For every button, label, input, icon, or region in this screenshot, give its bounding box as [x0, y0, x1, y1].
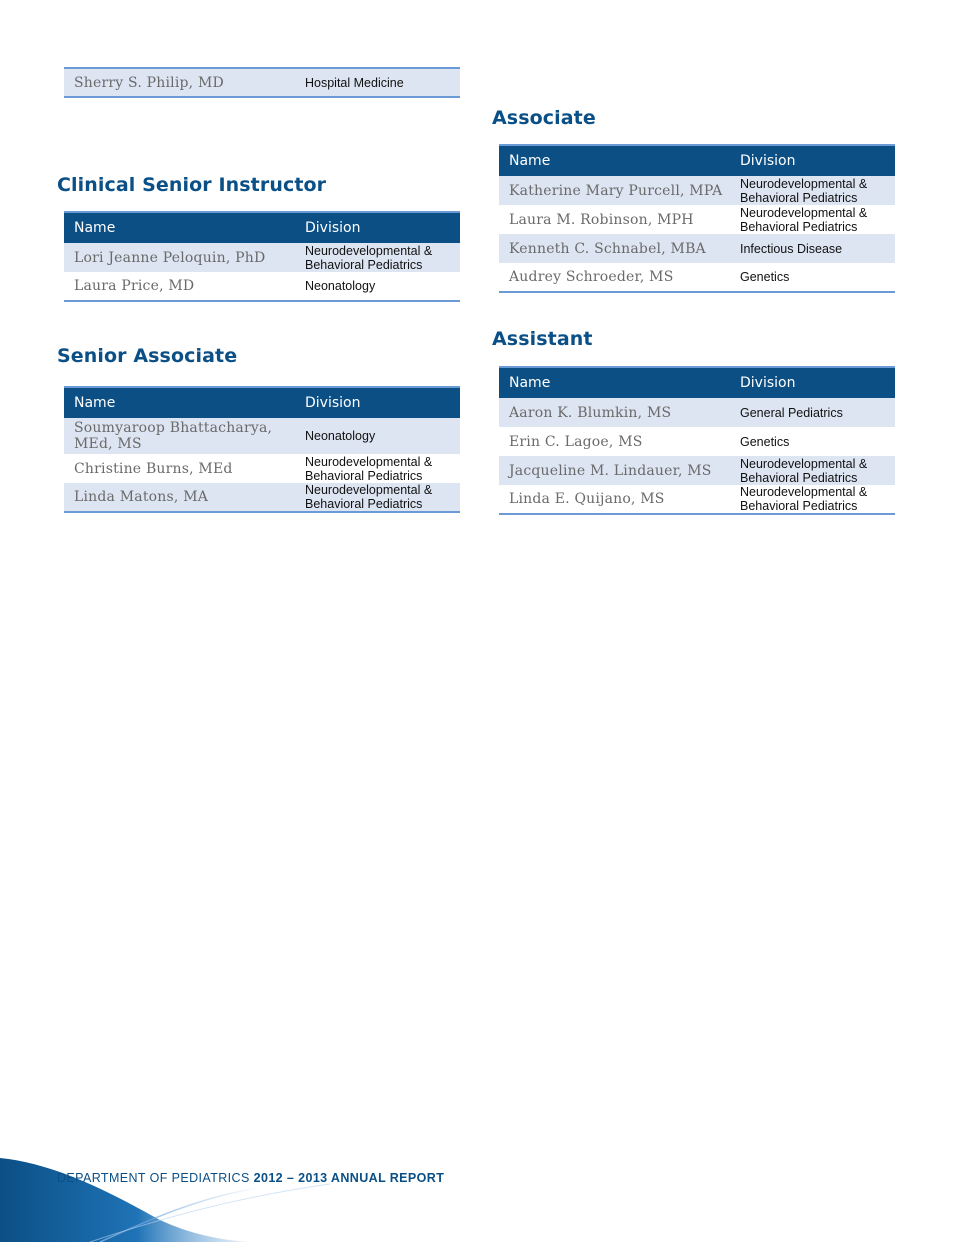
- section-title-senior-associate: Senior Associate: [57, 345, 238, 367]
- staff-name: Christine Burns, MEd: [64, 454, 295, 483]
- section-title-assistant: Assistant: [492, 328, 593, 350]
- clinical-senior-instructor-table: [64, 211, 460, 302]
- staff-name: Audrey Schroeder, MS: [499, 263, 730, 292]
- table-row: [64, 483, 460, 512]
- column-header-division: Division: [295, 212, 460, 243]
- column-header-division: Division: [730, 145, 895, 176]
- staff-name: Linda Matons, MA: [64, 483, 295, 512]
- column-header-division: Division: [730, 367, 895, 398]
- staff-division: Neurodevelopmental & Behavioral Pediatrics: [730, 485, 895, 514]
- continued-staff-table: [64, 67, 460, 98]
- section-title-associate: Associate: [492, 107, 596, 129]
- staff-name: Jacqueline M. Lindauer, MS: [499, 456, 730, 485]
- staff-division: Neonatology: [295, 418, 460, 454]
- staff-division: Neurodevelopmental & Behavioral Pediatrics: [730, 205, 895, 234]
- staff-division: Neonatology: [295, 272, 460, 301]
- staff-division: Hospital Medicine: [295, 68, 460, 97]
- staff-name: Lori Jeanne Peloquin, PhD: [64, 243, 295, 272]
- table-row: [64, 243, 460, 272]
- table-row: [499, 427, 895, 456]
- column-header-name: Name: [499, 145, 730, 176]
- footer-report: 2012 – 2013 ANNUAL REPORT: [253, 1171, 445, 1185]
- staff-name: Linda E. Quijano, MS: [499, 485, 730, 514]
- column-header-name: Name: [64, 387, 295, 418]
- staff-name: Katherine Mary Purcell, MPA: [499, 176, 730, 205]
- table-row: [499, 398, 895, 427]
- staff-name: Laura Price, MD: [64, 272, 295, 301]
- staff-name: Aaron K. Blumkin, MS: [499, 398, 730, 427]
- staff-name: Laura M. Robinson, MPH: [499, 205, 730, 234]
- table-row: [64, 272, 460, 301]
- staff-name: Kenneth C. Schnabel, MBA: [499, 234, 730, 263]
- swoosh-graphic: [0, 1150, 480, 1242]
- table-row: [499, 205, 895, 234]
- footer-department: DEPARTMENT OF PEDIATRICS: [57, 1171, 250, 1185]
- associate-table: [499, 144, 895, 293]
- staff-name: Erin C. Lagoe, MS: [499, 427, 730, 456]
- table-row: [499, 234, 895, 263]
- table-row: [64, 418, 460, 454]
- staff-division: Neurodevelopmental & Behavioral Pediatrics: [295, 454, 460, 483]
- staff-name: Soumyaroop Bhattacharya, MEd, MS: [64, 418, 295, 454]
- staff-division: General Pediatrics: [730, 398, 895, 427]
- section-title-clinical-senior-instructor: Clinical Senior Instructor: [57, 174, 327, 196]
- staff-division: Infectious Disease: [730, 234, 895, 263]
- staff-division: Genetics: [730, 263, 895, 292]
- table-row: [64, 68, 460, 97]
- table-row: [499, 456, 895, 485]
- column-header-name: Name: [64, 212, 295, 243]
- staff-name: Sherry S. Philip, MD: [64, 68, 295, 97]
- assistant-table: [499, 366, 895, 515]
- staff-division: Neurodevelopmental & Behavioral Pediatrics: [730, 456, 895, 485]
- table-row: [499, 176, 895, 205]
- staff-division: Neurodevelopmental & Behavioral Pediatrics: [730, 176, 895, 205]
- column-header-division: Division: [295, 387, 460, 418]
- page-footer: [57, 1171, 444, 1185]
- table-row: [64, 454, 460, 483]
- table-row: [499, 485, 895, 514]
- staff-division: Neurodevelopmental & Behavioral Pediatrics: [295, 483, 460, 512]
- column-header-name: Name: [499, 367, 730, 398]
- staff-division: Genetics: [730, 427, 895, 456]
- senior-associate-table: [64, 386, 460, 513]
- table-row: [499, 263, 895, 292]
- staff-division: Neurodevelopmental & Behavioral Pediatrics: [295, 243, 460, 272]
